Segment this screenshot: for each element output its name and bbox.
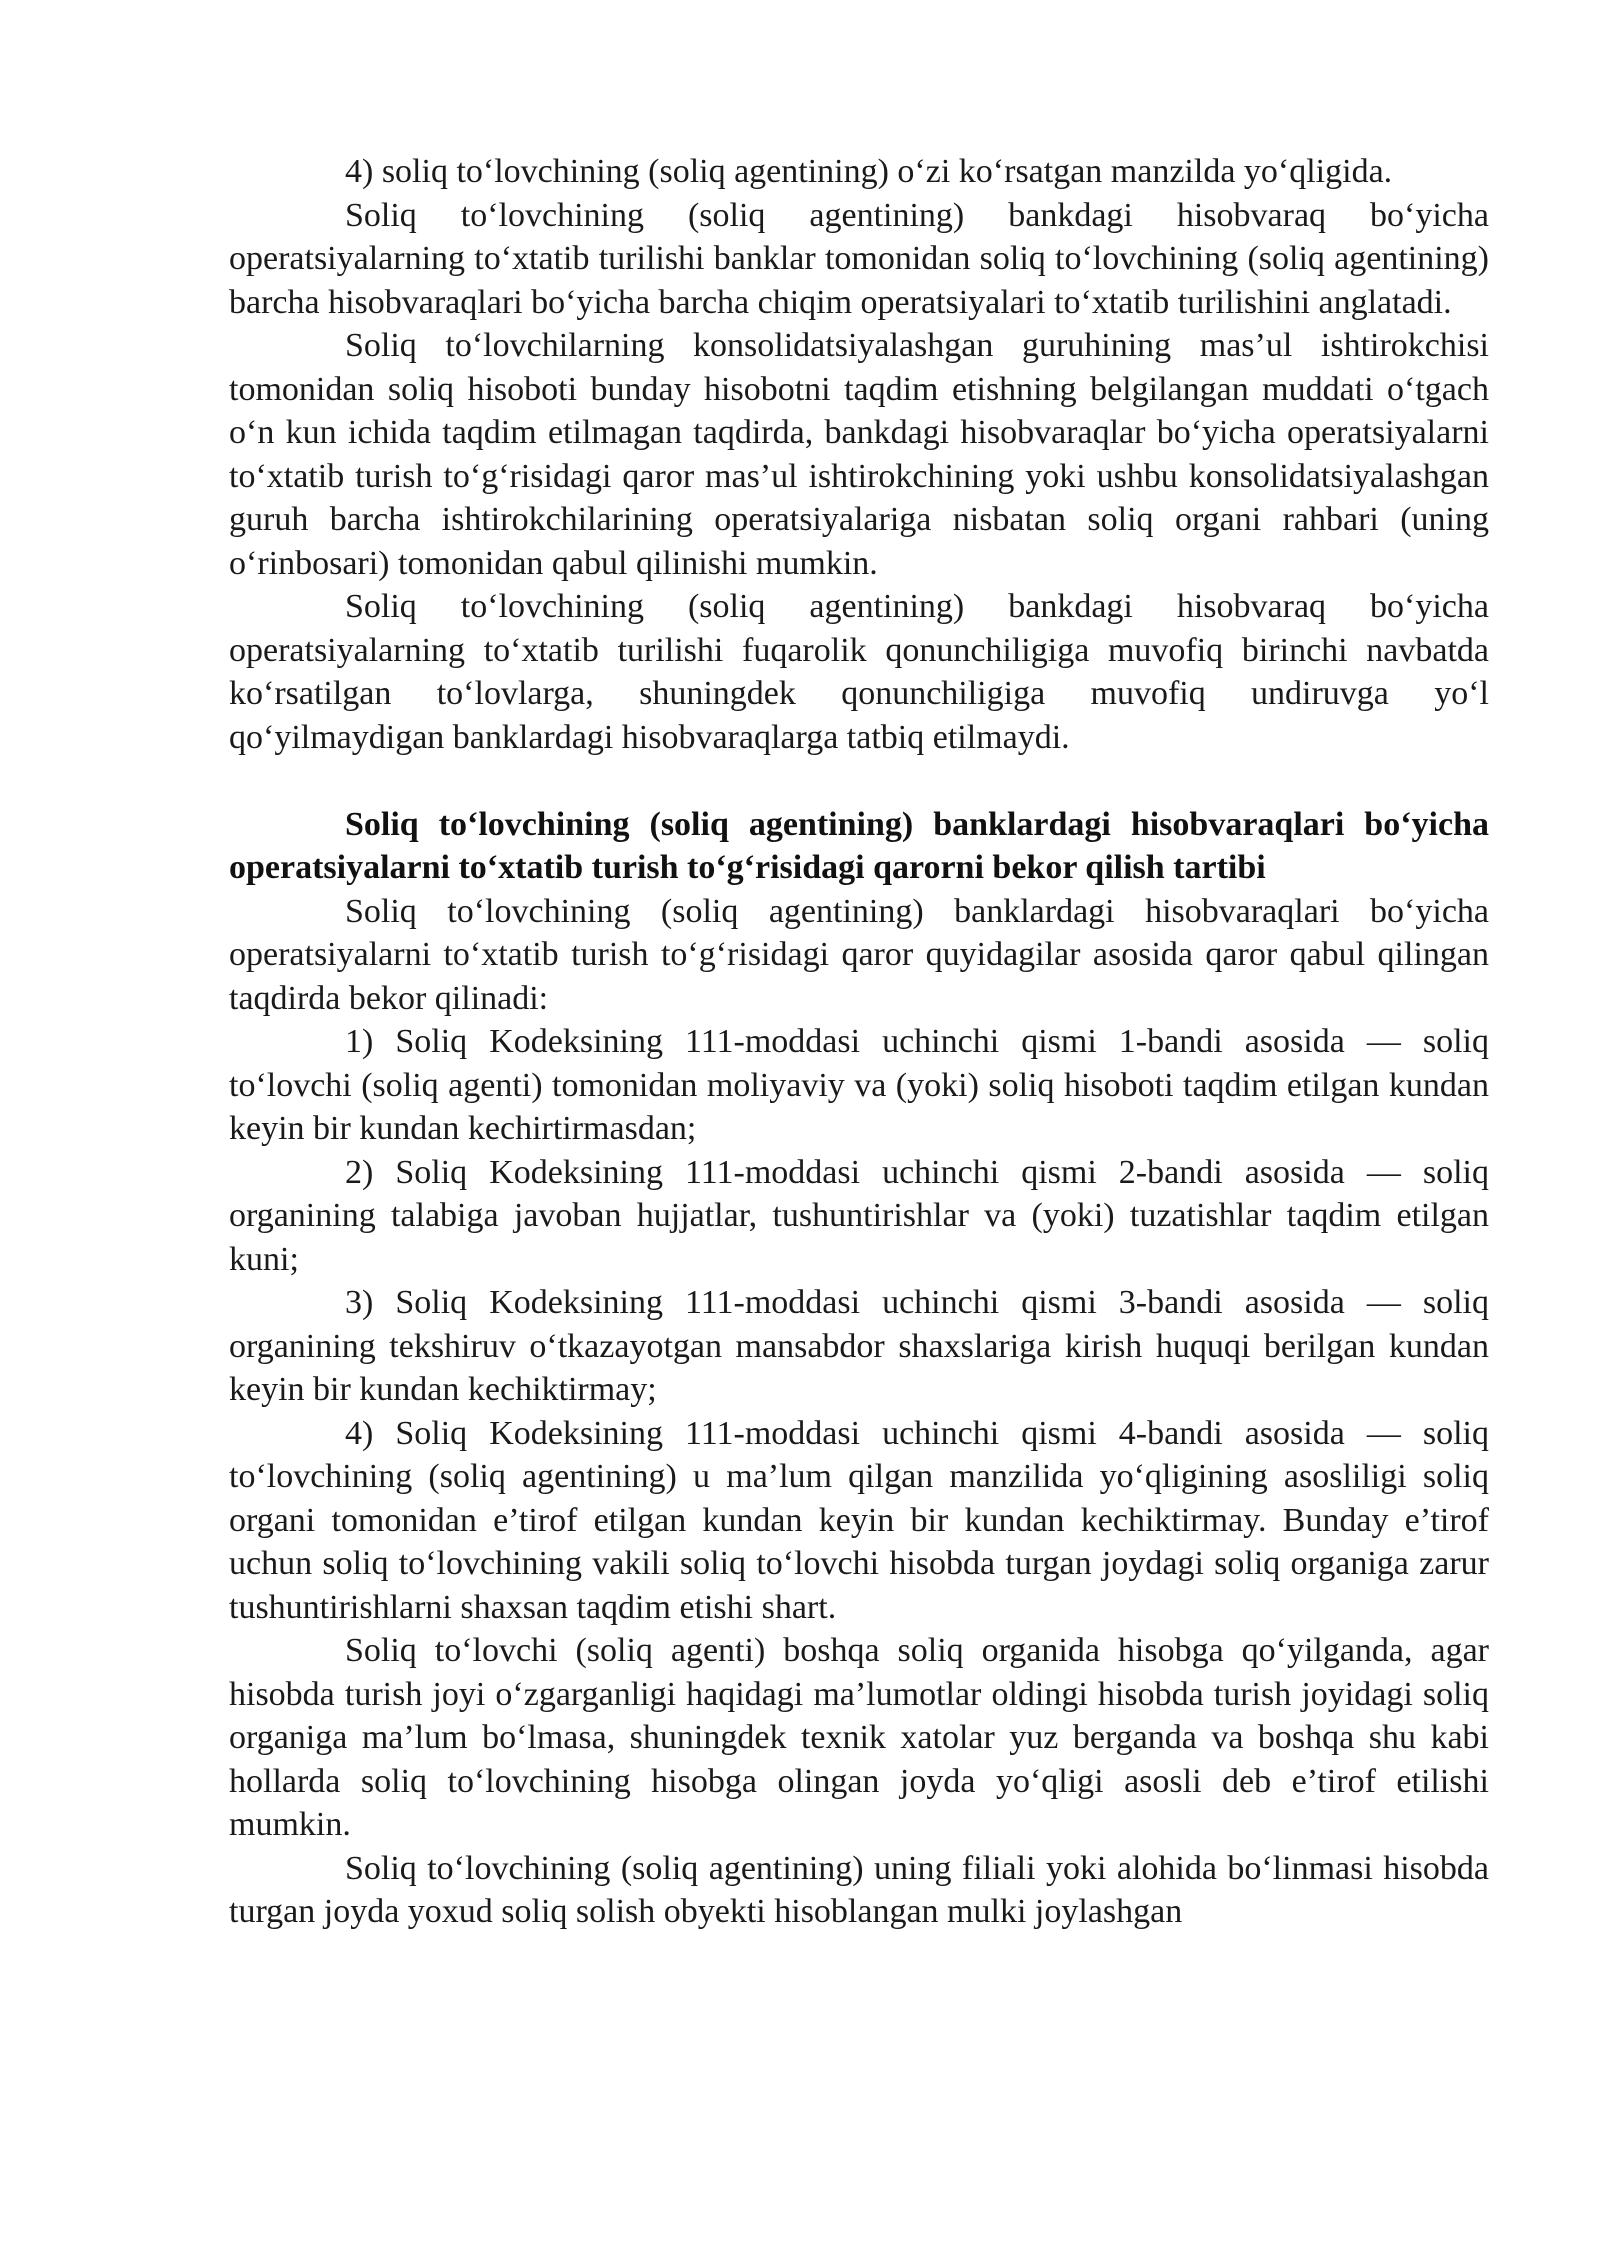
- paragraph-suspension-meaning: Soliq to‘lovchining (soliq agentining) bankdagi hisobvaraq bo‘yicha operatsiyalarning to‘xtatib turilishi banklar tomonidan soliq to‘lovchining (soliq agentining) barcha hisobvaraqlari bo‘yicha barcha chiqim operatsiyalari to‘xtatib turilishini anglatadi.: [229, 196, 1489, 321]
- paragraph-clause-1: 1) Soliq Kodeksining 111-moddasi uchinchi qismi 1-bandi asosida — soliq to‘lovchi (soliq agenti) tomonidan moliyaviy va (yoki) soliq hisoboti taqdim etilgan kundan keyin bir kundan kechirtirmasdan;: [229, 1023, 1489, 1147]
- paragraph-cancellation-intro: Soliq to‘lovchining (soliq agentining) banklardagi hisobvaraqlari bo‘yicha operatsiyalarni to‘xtatib turish to‘g‘risidagi qaror quyidagilar asosida qaror qabul qilingan taqdirda bekor qilinadi:: [229, 892, 1489, 1017]
- paragraph-branch-location: Soliq to‘lovchining (soliq agentining) uning filiali yoki alohida bo‘linmasi hisobda turgan joyda yoxud soliq solish obyekti hisoblangan mulki joylashgan: [229, 1849, 1489, 1930]
- paragraph-consolidated-group: Soliq to‘lovchilarning konsolidatsiyalashgan guruhining mas’ul ishtirokchisi tomonidan soliq hisoboti bunday hisobotni taqdim etishning belgilangan muddati o‘tgach o‘n kun ichida taqdim etilmagan taqdirda, bankdagi hisobvaraqlar bo‘yicha operatsiyalarni to‘xtatib turish to‘g‘risidagi qaror mas’ul ishtirokchining yoki ushbu konsolidatsiyalashgan guruh barcha ishtirokchilarining operatsiyalariga nisbatan soliq organi rahbari (uning o‘rinbosari) tomonidan qabul qilinishi mumkin.: [229, 327, 1489, 582]
- paragraph-item-4: 4) soliq to‘lovchining (soliq agentining) o‘zi ko‘rsatgan manzilda yo‘qligida.: [345, 153, 1393, 190]
- paragraph-clause-2: 2) Soliq Kodeksining 111-moddasi uchinchi qismi 2-bandi asosida — soliq organining talabiga javoban hujjatlar, tushuntirishlar va (yoki) tuzatishlar taqdim etilgan kuni;: [229, 1153, 1489, 1278]
- document-page: [229, 150, 1489, 1934]
- section-heading: Soliq to‘lovchining (soliq agentining) banklardagi hisobvaraqlari bo‘yicha operatsiyalarni to‘xtatib turish to‘g‘risidagi qarorni bekor qilish tartibi: [229, 805, 1489, 886]
- paragraph-suspension-exceptions: Soliq to‘lovchining (soliq agentining) bankdagi hisobvaraq bo‘yicha operatsiyalarning to‘xtatib turilishi fuqarolik qonunchiligiga muvofiq birinchi navbatda ko‘rsatilgan to‘lovlarga, shuningdek qonunchiligiga muvofiq undiruvga yo‘l qo‘yilmaydigan banklardagi hisobvaraqlarga tatbiq etilmaydi.: [229, 588, 1489, 756]
- paragraph-clause-3: 3) Soliq Kodeksining 111-moddasi uchinchi qismi 3-bandi asosida — soliq organining tekshiruv o‘tkazayotgan mansabdor shaxslariga kirish huquqi berilgan kundan keyin bir kundan kechiktirmay;: [229, 1284, 1489, 1408]
- paragraph-clause-4: 4) Soliq Kodeksining 111-moddasi uchinchi qismi 4-bandi asosida — soliq to‘lovchining (soliq agentining) u ma’lum qilgan manzilida yo‘qligining asosliligi soliq organi tomonidan e’tirof etilgan kundan keyin bir kundan kechiktirmay. Bunday e’tirof uchun soliq to‘lovchining vakili soliq to‘lovchi hisobda turgan joydagi soliq organiga zarur tushuntirishlarni shaxsan taqdim etishi shart.: [229, 1414, 1489, 1626]
- paragraph-registration-change: Soliq to‘lovchi (soliq agenti) boshqa soliq organida hisobga qo‘yilganda, agar hisobda turish joyi o‘zgarganligi haqidagi ma’lumotlar oldingi hisobda turish joyidagi soliq organiga ma’lum bo‘lmasa, shuningdek texnik xatolar yuz berganda va boshqa shu kabi hollarda soliq to‘lovchining hisobga olingan joyda yo‘qligi asosli deb e’tirof etilishi mumkin.: [229, 1632, 1489, 1843]
